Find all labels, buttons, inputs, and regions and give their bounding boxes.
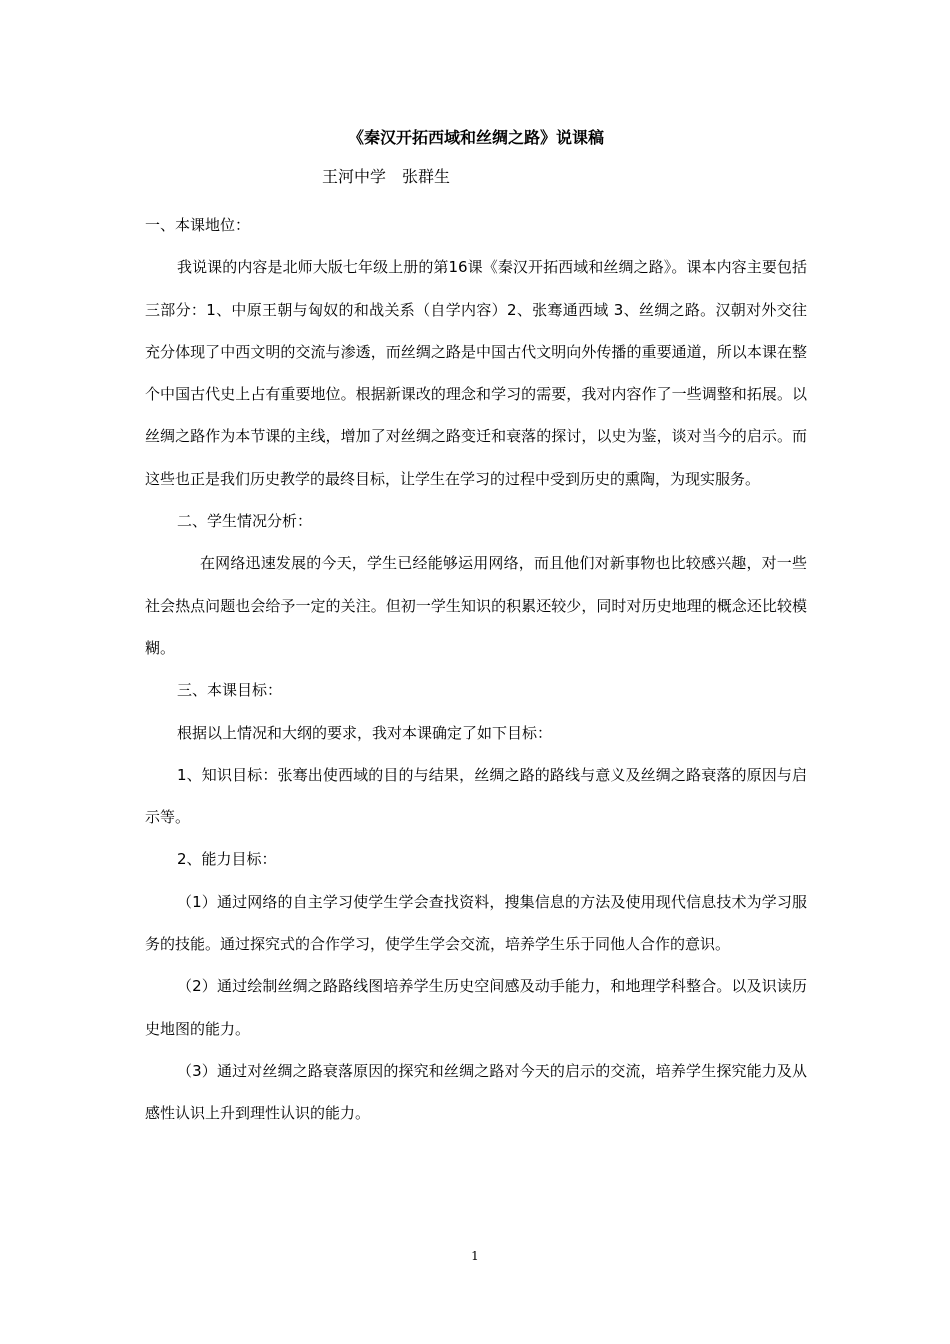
paragraph-ability-goal-1: （1）通过网络的自主学习使学生学会查找资料，搜集信息的方法及使用现代信息技术为学习服务的技能。通过探究式的合作学习，使学生学会交流，培养学生乐于同他人合作的意识。 [145, 892, 807, 954]
section-heading-course-position: 一、本课地位： [145, 216, 251, 234]
paragraph-course-position: 我说课的内容是北师大版七年级上册的第16课《秦汉开拓西域和丝绸之路》。课本内容主要包括三部分：1、中原王朝与匈奴的和战关系（自学内容）2、张骞通西域 3、丝绸之路。汉朝对外交往充分体现了中西文明的交流与渗透，而丝绸之路是中国古代文明向外传播的重要通道，所以本课在整个中国古代史上占有重要地位。根据新课改的理念和学习的需要，我对内容作了一些调整和拓展。以丝绸之路作为本节课的主线，增加了对丝绸之路变迁和衰落的探讨，以史为鉴，谈对当今的启示。而这些也正是我们历史教学的最终目标，让学生在学习的过程中受到历史的熏陶，为现实服务。 [145, 258, 807, 488]
author-line: 王河中学 张群生 [322, 167, 451, 186]
paragraph-goals-intro: 根据以上情况和大纲的要求，我对本课确定了如下目标： [177, 723, 553, 742]
paragraph-ability-goal-2: （2）通过绘制丝绸之路路线图培养学生历史空间感及动手能力，和地理学科整合。以及识读历史地图的能力。 [145, 977, 807, 1038]
section-heading-student-analysis: 二、学生情况分析： [177, 512, 313, 531]
section-heading-course-goals: 三、本课目标： [177, 681, 283, 700]
paragraph-ability-goal-heading: 2、能力目标： [177, 850, 277, 869]
paragraph-student-analysis: 在网络迅速发展的今天，学生已经能够运用网络，而且他们对新事物也比较感兴趣，对一些社会热点问题也会给予一定的关注。但初一学生知识的积累还较少，同时对历史地理的概念还比较模糊。 [145, 554, 807, 657]
document-body [145, 204, 807, 1135]
paragraph-knowledge-goal: 1、知识目标：张骞出使西域的目的与结果，丝绸之路的路线与意义及丝绸之路衰落的原因与启示等。 [145, 765, 807, 827]
paragraph-ability-goal-3: （3）通过对丝绸之路衰落原因的探究和丝绸之路对今天的启示的交流，培养学生探究能力及从感性认识上升到理性认识的能力。 [145, 1061, 807, 1123]
page-number: 1 [471, 1249, 479, 1263]
document-title: 《秦汉开拓西域和丝绸之路》说课稿 [347, 128, 604, 147]
